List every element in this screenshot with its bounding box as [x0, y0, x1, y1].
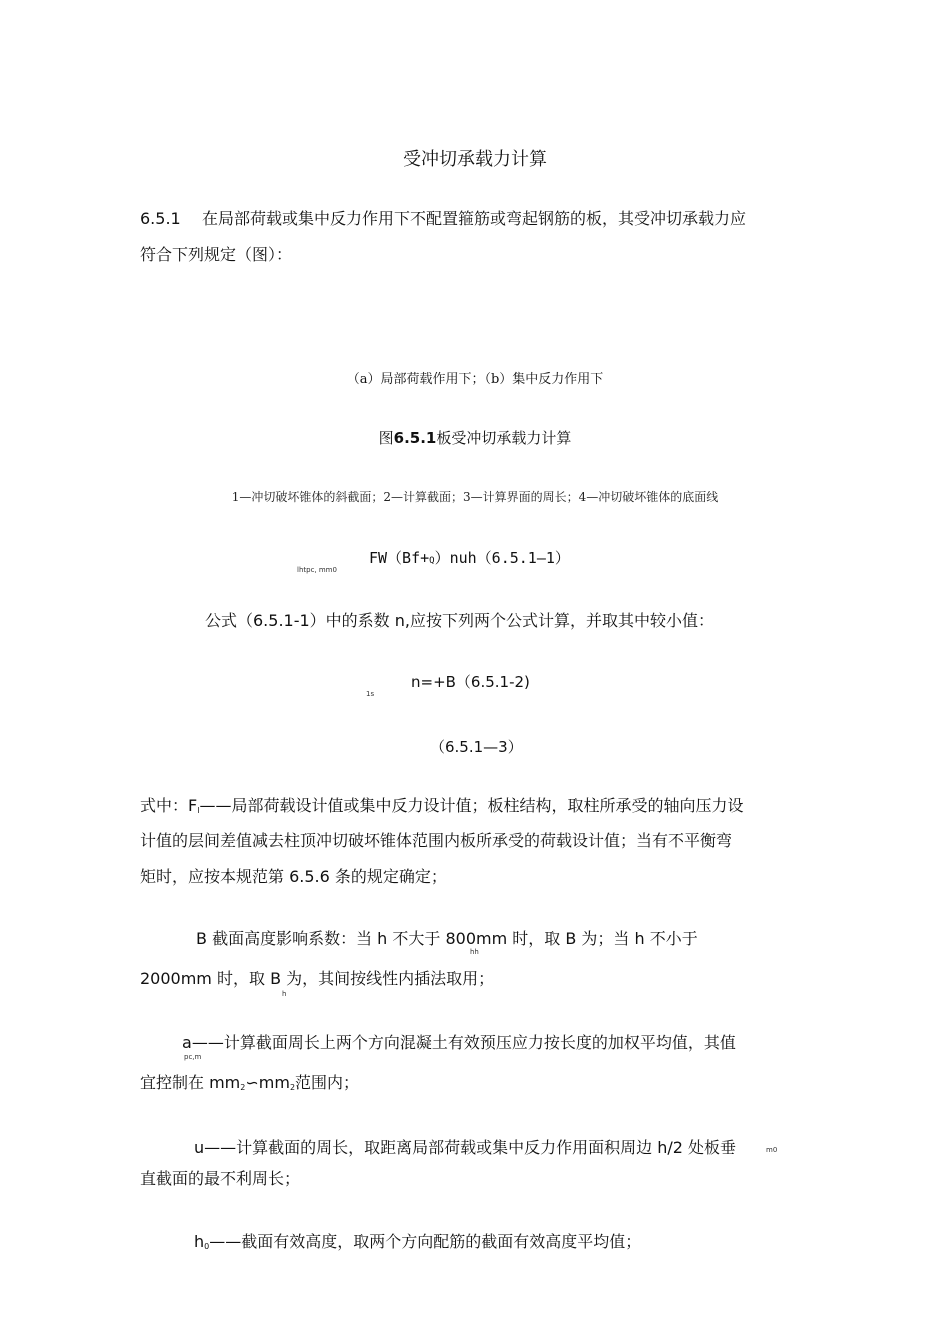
clause-line-1: 在局部荷载或集中反力作用下不配置箍筋或弯起钢筋的板，其受冲切承载力应 [202, 209, 747, 228]
formula-2: n=+B（6.5.1-2) [411, 673, 530, 691]
page-title: 受冲切承载力计算 [403, 149, 547, 170]
formula-1-subscripts: lhtpc, mm0 [297, 566, 337, 574]
def-f-subscript: l [197, 806, 200, 815]
def-f-rest: ——局部荷载设计值或集中反力设计值；板柱结构，取柱所承受的轴向压力设 [199, 796, 744, 815]
clause-line-2: 符合下列规定（图）： [140, 245, 293, 264]
figure-caption-prefix: 图 [378, 429, 394, 447]
def-h-line [194, 1228, 641, 1261]
figure-caption-text: 板受冲切承载力计算 [436, 429, 572, 447]
formula-1-part-b: ）nuh（6.5.1—1） [434, 549, 570, 567]
def-u-line-1: u——计算截面的周长，取距离局部荷载或集中反力作用面积周边 h/2 处板垂 [194, 1138, 737, 1157]
def-a-line-2-a: 宜控制在 mm [140, 1073, 241, 1092]
formula-2-subscripts: 1s [366, 690, 375, 698]
def-a-line-2 [140, 1069, 359, 1102]
def-u-line-2: 直截面的最不利周长； [140, 1169, 301, 1188]
def-f-line-3: 矩时，应按本规范第 6.5.6 条的规定确定； [140, 867, 447, 886]
formula-3: （6.5.1—3） [430, 738, 523, 756]
figure-subcaption: （a）局部荷载作用下；（b）集中反力作用下 [346, 372, 604, 387]
def-f-line-2: 计值的层间差值减去柱顶冲切破坏锥体范围内板所承受的荷载设计值；当有不平衡弯 [140, 831, 733, 850]
def-b-line-2: 2000mm 时，取 B 为，其间按线性内插法取用； [140, 969, 495, 988]
figure-legend: 1—冲切破坏锥体的斜截面；2—计算截面；3—计算界面的周长；4—冲切破坏锥体的底面线 [231, 490, 719, 504]
def-a-line-2-sub-1: 2 [240, 1083, 246, 1092]
def-h-symbol: h [194, 1232, 205, 1251]
def-a-subscript: pc,m [184, 1053, 202, 1061]
formula-1 [369, 547, 570, 568]
coefficient-line: 公式（6.5.1-1）中的系数 n,应按下列两个公式计算，并取其中较小值： [205, 611, 714, 630]
def-a-symbol: a [182, 1033, 192, 1052]
def-a-line-2-b: ∽mm [245, 1073, 290, 1092]
def-b-subscript-1: hh [470, 948, 479, 956]
def-h-text: ——截面有效高度，取两个方向配筋的截面有效高度平均值； [209, 1232, 642, 1251]
def-a-line-2-sub-2: 2 [289, 1083, 296, 1092]
def-f-prefix: 式中：F [140, 796, 198, 815]
figure-caption [0, 427, 950, 448]
def-u-subscript: m0 [766, 1146, 778, 1154]
def-a-text: ——计算截面周长上两个方向混凝土有效预压应力按长度的加权平均值，其值 [191, 1033, 736, 1052]
formula-1-part-a: FW（Bf+ [369, 549, 430, 567]
def-b-line-1: B 截面高度影响系数：当 h 不大于 800mm 时，取 B 为；当 h 不小于 [196, 929, 698, 948]
formula-1-small: Q [429, 556, 435, 566]
def-a-line-2-c: 范围内； [295, 1073, 360, 1092]
def-b-subscript-2: h [282, 990, 287, 998]
def-a-line-1 [182, 1029, 736, 1057]
def-f-line-1 [140, 792, 743, 825]
clause-number: 6.5.1 [140, 209, 181, 228]
figure-caption-number: 6.5.1 [393, 429, 437, 447]
def-h-subscript: 0 [204, 1242, 210, 1251]
